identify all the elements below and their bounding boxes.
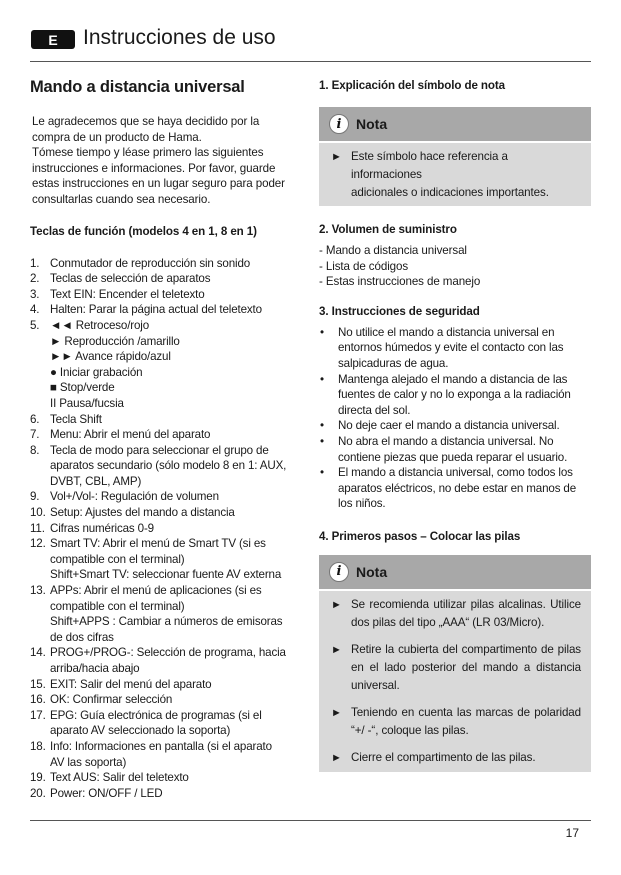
note-item	[329, 749, 581, 767]
function-item	[30, 739, 305, 770]
function-text: Conmutador de reproducción sin sonido	[50, 256, 251, 270]
function-text: compatible con el terminal)	[50, 552, 185, 566]
function-number: 12.	[30, 537, 46, 551]
arrow-right-icon: ►	[331, 706, 342, 719]
function-text: ► Reproducción /amarillo	[50, 334, 180, 348]
function-number: 13.	[30, 584, 46, 598]
left-column	[30, 76, 305, 801]
safety-text: contiene piezas que pueda reparar el usuario.	[338, 450, 568, 464]
footer-divider	[30, 820, 591, 821]
note-header	[319, 555, 591, 589]
functions-heading: Teclas de función (modelos 4 en 1, 8 en 1)	[30, 224, 257, 238]
note-item	[329, 704, 581, 740]
function-item	[30, 521, 305, 537]
arrow-right-icon: ►	[331, 751, 342, 764]
note-item	[329, 641, 581, 695]
note-text: Cierre el compartimento de las pilas.	[351, 750, 536, 764]
intro-line: estas instrucciones en un lugar seguro para poder	[32, 177, 285, 191]
function-text: Tecla de modo para seleccionar el grupo de	[50, 443, 269, 457]
info-icon: i	[329, 562, 349, 582]
function-text: OK: Confirmar selección	[50, 693, 173, 707]
function-item	[30, 318, 305, 412]
function-text: ● Iniciar grabación	[50, 365, 143, 379]
safety-text: fuentes de calor y no lo exponga a la radiación	[338, 388, 571, 402]
note-box-1	[319, 107, 591, 206]
function-item	[30, 302, 305, 318]
intro-line: Le agradecemos que se haya decidido por la	[32, 115, 260, 128]
note-item	[329, 148, 581, 202]
function-item	[30, 505, 305, 521]
page-number: 17	[565, 826, 579, 840]
function-text: arriba/hacia abajo	[50, 662, 140, 675]
function-text: aparatos secundario (sólo modelo 8 en 1: AUX,	[50, 459, 287, 473]
safety-text: entornos húmedos y evite el contacto con las	[338, 341, 564, 355]
function-item	[30, 645, 305, 676]
function-text: de dos cifras	[50, 630, 114, 644]
function-text: APPs: Abrir el menú de aplicaciones (si es	[50, 584, 262, 598]
safety-item	[319, 372, 591, 419]
right-column	[319, 76, 591, 772]
arrow-right-icon: ►	[331, 598, 342, 611]
note-text: Retire la cubierta del compartimento de pilas en el lado posterior del mando a distancia universal.	[351, 642, 581, 692]
note-item	[329, 596, 581, 632]
safety-text: El mando a distancia universal, como todos los	[338, 466, 573, 480]
function-number: 18.	[30, 739, 46, 753]
supply-item: - Mando a distancia universal	[319, 244, 467, 257]
supply-item: - Estas instrucciones de manejo	[319, 275, 481, 289]
function-text: aparato AV seleccionado la soporta)	[50, 724, 231, 738]
supply-list	[319, 243, 591, 290]
function-item	[30, 708, 305, 739]
function-text: Vol+/Vol-: Regulación de volumen	[50, 490, 219, 504]
function-text: ■ Stop/verde	[50, 381, 115, 395]
function-item	[30, 256, 305, 272]
arrow-right-icon: ►	[331, 643, 342, 656]
safety-item	[319, 418, 591, 434]
function-text: EXIT: Salir del menú del aparato	[50, 677, 212, 691]
function-text: Info: Informaciones en pantalla (si el aparato	[50, 739, 272, 753]
function-number: 9.	[30, 490, 40, 504]
function-number: 2.	[30, 272, 40, 286]
language-badge: E	[31, 30, 75, 49]
safety-item	[319, 465, 591, 512]
function-number: 6.	[30, 412, 40, 426]
function-number: 20.	[30, 786, 46, 800]
function-number: 16.	[30, 693, 46, 707]
function-item	[30, 692, 305, 708]
function-number: 15.	[30, 677, 46, 691]
function-text: ►► Avance rápido/azul	[50, 350, 171, 364]
safety-text: directa del sol.	[338, 403, 411, 417]
function-number: 4.	[30, 303, 40, 317]
note-box-2	[319, 555, 591, 772]
function-text: PROG+/PROG-: Selección de programa, hacia	[50, 646, 286, 660]
arrow-right-icon: ►	[331, 151, 342, 163]
function-text: Setup: Ajustes del mando a distancia	[50, 506, 235, 520]
function-number: 17.	[30, 708, 46, 722]
safety-text: aparatos eléctricos, no debe estar en manos de	[338, 481, 577, 495]
intro-line: instrucciones e informaciones. Por favor, guarde	[32, 161, 276, 175]
function-number: 3.	[30, 287, 40, 301]
function-text: Power: ON/OFF / LED	[50, 786, 163, 800]
bullet-icon: •	[320, 466, 324, 480]
safety-text: No deje caer el mando a distancia universal.	[338, 419, 560, 433]
function-number: 8.	[30, 443, 40, 457]
note-body	[319, 591, 591, 772]
function-text: Tecla Shift	[50, 412, 102, 426]
safety-item	[319, 434, 591, 465]
function-text: Text EIN: Encender el teletexto	[50, 287, 205, 301]
function-text: Menu: Abrir el menú del aparato	[50, 428, 211, 442]
function-number: 14.	[30, 646, 46, 660]
function-text: DVBT, CBL, AMP)	[50, 474, 142, 488]
function-text: AV las soporta)	[50, 755, 127, 769]
safety-text: los niños.	[338, 497, 386, 511]
function-item	[30, 287, 305, 303]
function-item	[30, 677, 305, 693]
function-text: Shift+Smart TV: seleccionar fuente AV externa	[50, 568, 282, 582]
note-label: Nota	[356, 563, 388, 580]
bullet-icon: •	[320, 419, 324, 433]
function-text: compatible con el terminal)	[50, 599, 185, 613]
info-icon: i	[329, 114, 349, 134]
bullet-icon: •	[320, 372, 324, 386]
intro-paragraph	[32, 114, 305, 208]
safety-text: salpicaduras de agua.	[338, 356, 449, 370]
function-number: 1.	[30, 256, 40, 270]
section-3-heading: 3. Instrucciones de seguridad	[319, 304, 480, 318]
page-title: Mando a distancia universal	[30, 78, 245, 96]
note-line: Este símbolo hace referencia a informaciones	[351, 150, 508, 181]
section-1-heading: 1. Explicación del símbolo de nota	[319, 79, 506, 92]
supply-item: - Lista de códigos	[319, 259, 409, 273]
function-item	[30, 443, 305, 490]
function-text: Halten: Parar la página actual del teletexto	[50, 303, 262, 317]
intro-line: compra de un producto de Hama.	[32, 130, 202, 144]
function-item	[30, 489, 305, 505]
note-label: Nota	[356, 116, 388, 132]
note-header	[319, 107, 591, 141]
function-item	[30, 427, 305, 443]
bullet-icon: •	[320, 434, 324, 448]
function-text: II Pausa/fucsia	[50, 396, 124, 410]
intro-line: Tómese tiempo y léase primero las siguientes	[32, 146, 264, 160]
function-text: Text AUS: Salir del teletexto	[50, 771, 189, 785]
function-text: Shift+APPS : Cambiar a números de emisoras	[50, 615, 283, 629]
function-text: Cifras numéricas 0-9	[50, 521, 154, 535]
safety-text: Mantenga alejado el mando a distancia de las	[338, 372, 568, 386]
function-item	[30, 770, 305, 786]
function-number: 10.	[30, 506, 46, 520]
function-item	[30, 583, 305, 645]
function-text: Smart TV: Abrir el menú de Smart TV (si es	[50, 537, 266, 551]
function-item	[30, 271, 305, 287]
function-number: 11.	[30, 521, 45, 535]
section-2-heading: 2. Volumen de suministro	[319, 223, 457, 236]
header-divider	[30, 61, 591, 62]
section-4-heading: 4. Primeros pasos – Colocar las pilas	[319, 529, 521, 543]
note-text: Se recomienda utilizar pilas alcalinas. Utilice dos pilas del tipo „AAA“ (LR 03/Micro).	[351, 597, 581, 629]
bullet-icon: •	[320, 325, 324, 339]
function-list	[30, 256, 305, 802]
intro-line: consultarlas cuando sea necesario.	[32, 192, 211, 206]
function-text: Teclas de selección de aparatos	[50, 272, 211, 286]
safety-text: No abra el mando a distancia universal. No	[338, 434, 554, 448]
header-title: Instrucciones de uso	[83, 26, 276, 49]
function-item	[30, 412, 305, 428]
safety-text: No utilice el mando a distancia universal en	[338, 325, 555, 339]
function-item	[30, 786, 305, 802]
note-line: adicionales o indicaciones importantes.	[351, 186, 549, 199]
safety-list	[319, 325, 591, 512]
note-text: Teniendo en cuenta las marcas de polaridad “+/ -“, coloque las pilas.	[351, 705, 581, 737]
safety-item	[319, 325, 591, 372]
function-number: 5.	[30, 318, 40, 332]
function-number: 7.	[30, 428, 40, 442]
note-body	[319, 143, 591, 206]
function-item	[30, 536, 305, 583]
function-text: EPG: Guía electrónica de programas (si el	[50, 708, 262, 722]
function-number: 19.	[30, 771, 46, 785]
function-text: ◄◄ Retroceso/rojo	[50, 318, 150, 332]
